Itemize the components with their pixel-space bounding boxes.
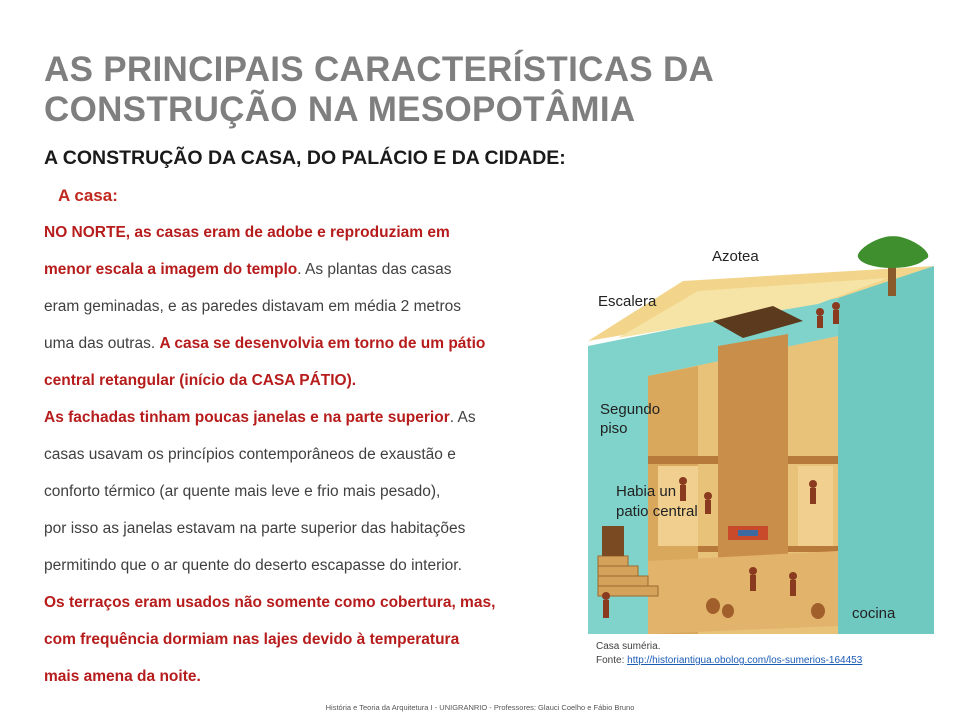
text-line: mais amena da noite. (44, 668, 201, 685)
plain-text: . As (449, 409, 476, 426)
text-line: por isso as janelas estavam na parte superior das habitações (44, 520, 466, 537)
highlight-text: A casa se desenvolvia em torno de um pátio (159, 335, 486, 352)
text-line: eram geminadas, e as paredes distavam em média 2 metros (44, 298, 461, 315)
house-cutaway-drawing (588, 226, 934, 634)
text-line: casas usavam os princípios contemporâneos de exaustão e (44, 446, 456, 463)
plain-text: . As plantas das casas (297, 261, 452, 278)
label-patio-central: patio central (616, 503, 698, 520)
text-line: NO NORTE, as casas eram de adobe e reproduziam em (44, 224, 450, 241)
section-label: A casa: (58, 186, 118, 205)
label-segundo: Segundo (600, 401, 661, 418)
text-line: permitindo que o ar quente do deserto escapasse do interior. (44, 557, 462, 574)
sumerian-house-illustration (588, 226, 934, 634)
subtitle: A CONSTRUÇÃO DA CASA, DO PALÁCIO E DA CIDADE: (44, 147, 566, 169)
title-line-2: CONSTRUÇÃO NA MESOPOTÂMIA (44, 90, 636, 129)
text-line (44, 251, 589, 288)
label-azotea: Azotea (712, 248, 759, 265)
text-line (44, 399, 589, 436)
page-title (44, 50, 924, 130)
body-paragraph (44, 214, 589, 695)
label-escalera: Escalera (598, 293, 657, 310)
plain-text: uma das outras. (44, 335, 160, 352)
text-line (44, 325, 589, 362)
label-piso: piso (600, 420, 628, 437)
source-link[interactable]: http://historiantigua.obolog.com/los-sumerios-164453 (627, 655, 863, 666)
text-line: conforto térmico (ar quente mais leve e frio mais pesado), (44, 483, 441, 500)
text-line: com frequência dormiam nas lajes devido à temperatura (44, 631, 460, 648)
highlight-text: menor escala a imagem do templo (44, 261, 298, 278)
caption-title: Casa suméria. (596, 641, 661, 652)
label-habia: Habia un (616, 483, 677, 500)
label-cocina: cocina (852, 605, 896, 622)
text-line: Os terraços eram usados não somente como cobertura, mas, (44, 594, 496, 611)
title-line-1: AS PRINCIPAIS CARACTERÍSTICAS DA (44, 50, 715, 89)
text-line: central retangular (início da CASA PÁTIO). (44, 372, 357, 389)
caption-source-label: Fonte: (596, 655, 628, 666)
footer: História e Teoria da Arquitetura I - UNIGRANRIO - Professores: Glauci Coelho e Fábio Bruno (325, 703, 635, 712)
highlight-text: As fachadas tinham poucas janelas e na parte superior (44, 409, 450, 426)
figure-caption (596, 640, 926, 668)
